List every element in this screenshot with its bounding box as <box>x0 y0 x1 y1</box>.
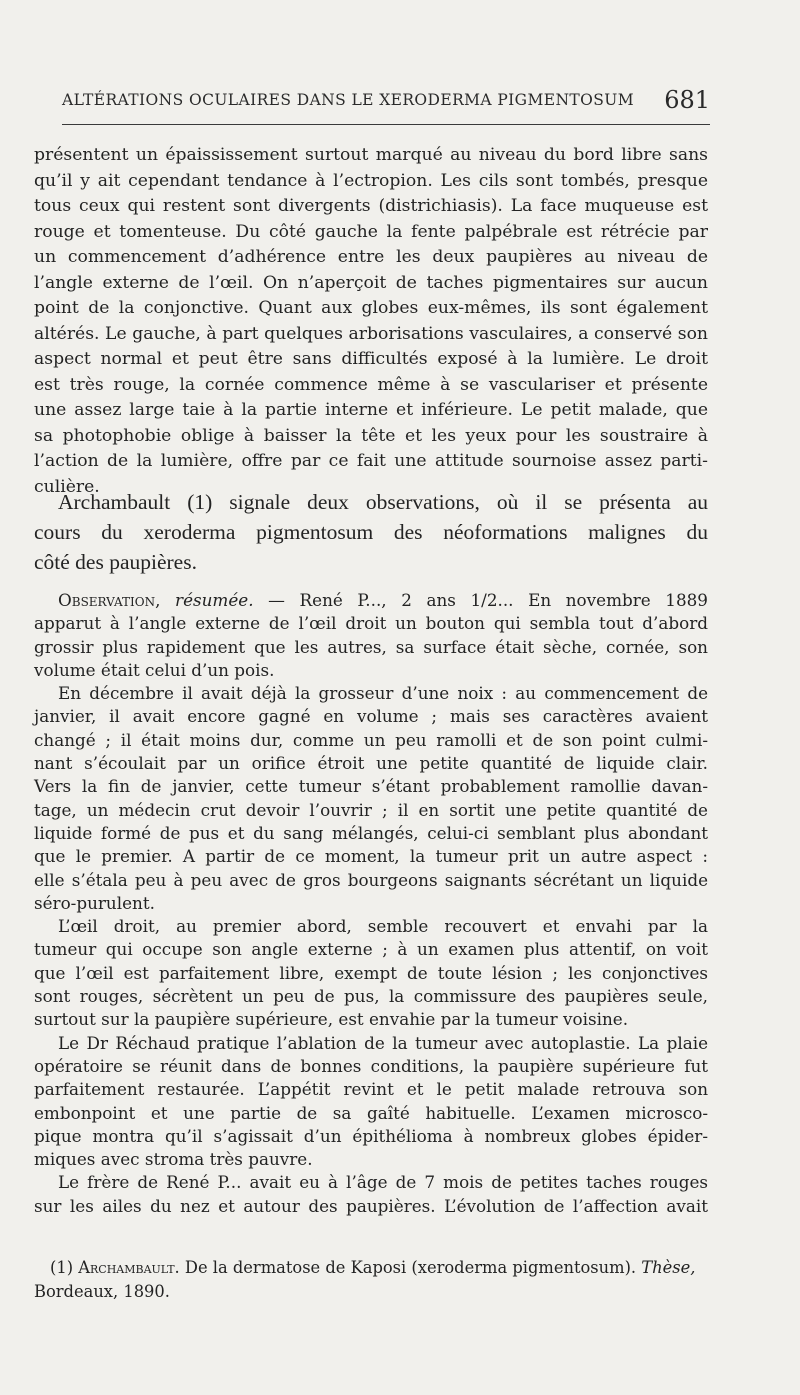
text-line: miques avec stroma très pauvre. <box>34 1149 313 1170</box>
text-line: séro-purulent. <box>34 892 155 913</box>
text-line: changé ; il était moins dur, comme un peu ramolli et de son point culmi- <box>34 729 708 750</box>
text-line: embonpoint et une partie de sa gaîté habituelle. L’examen microsco- <box>34 1102 708 1123</box>
observation-heading-rest: — René P..., 2 ans 1/2... En novembre 1889 <box>253 590 708 610</box>
text-line: rouge et tomenteuse. Du côté gauche la fente palpébrale est rétrécie par <box>34 221 708 242</box>
footnote-line: Bordeaux, 1890. <box>34 1282 170 1301</box>
text-line: aspect normal et peut être sans difficultés exposé à la lumière. Le droit <box>34 349 708 369</box>
text-line: tage, un médecin crut devoir l’ouvrir ; il en sortit une petite quantité de <box>34 799 708 820</box>
observation-qualifier: résumée. <box>175 590 254 610</box>
text-line: janvier, il avait encore gagné en volume ; mais ses caractères avaient <box>34 706 708 727</box>
text-line: altérés. Le gauche, à part quelques arborisations vasculaires, a conservé son <box>34 323 708 344</box>
text-line: qu’il y ait cependant tendance à l’ectropion. Les cils sont tombés, presque <box>34 170 708 191</box>
text-line: culière. <box>34 476 100 497</box>
text-line: liquide formé de pus et du sang mélangés, celui-ci semblant plus abondant <box>34 822 708 843</box>
text-line: En décembre il avait déjà la grosseur d’une noix : au commencement de <box>58 683 708 704</box>
running-head <box>62 86 710 116</box>
text-line: grossir plus rapidement que les autres, sa surface était sèche, cornée, son <box>34 636 708 657</box>
text-line: point de la conjonctive. Quant aux globes eux-mêmes, ils sont également <box>34 298 708 318</box>
page-number: 681 <box>664 86 710 114</box>
text-line: est très rouge, la cornée commence même à se vasculariser et présente <box>34 374 708 395</box>
text-line: l’angle externe de l’œil. On n’aperçoit de taches pigmentaires sur aucun <box>34 272 708 293</box>
text-line: opératoire se réunit dans de bonnes conditions, la paupière supérieure fut <box>34 1055 708 1076</box>
text-line: tous ceux qui restent sont divergents (districhiasis). La face muqueuse est <box>34 196 708 216</box>
footnote-marker: (1) <box>50 1258 74 1277</box>
text-line: Le Dr Réchaud pratique l’ablation de la tumeur avec autoplastie. La plaie <box>58 1032 708 1053</box>
text-line: apparut à l’angle externe de l’œil droit un bouton qui sembla tout d’abord <box>34 613 708 634</box>
text-line: présentent un épaississement surtout marqué au niveau du bord libre sans <box>34 145 708 165</box>
text-line: un commencement d’adhérence entre les deux paupières au niveau de <box>34 247 708 267</box>
footnote-thesis: Thèse, <box>641 1258 696 1277</box>
footnote-text: De la dermatose de Kaposi (xeroderma pigmentosum). <box>179 1258 642 1277</box>
text-line: volume était celui d’un pois. <box>34 659 275 680</box>
text-line: elle s’étala peu à peu avec de gros bourgeons saignants sécrétant un liquide <box>34 869 708 890</box>
text-line: parfaitement restaurée. L’appétit revint et le petit malade retrouva son <box>34 1079 708 1100</box>
running-title: ALTÉRATIONS OCULAIRES DANS LE XERODERMA PIGMENTOSUM <box>62 91 635 109</box>
text-line: L’œil droit, au premier abord, semble recouvert et envahi par la <box>58 916 708 937</box>
text-line: Le frère de René P... avait eu à l’âge de 7 mois de petites taches rouges <box>58 1172 708 1193</box>
text-line: l’action de la lumière, offre par ce fait une attitude sournoise assez parti- <box>34 451 708 471</box>
text-line: une assez large taie à la partie interne et inférieure. Le petit malade, que <box>34 400 708 420</box>
text-line: que l’œil est parfaitement libre, exempt de toute lésion ; les conjonctives <box>34 962 708 983</box>
observation <box>34 589 708 1218</box>
text-line: côté des paupières. <box>34 550 197 574</box>
footnote-author: Archambault. <box>78 1258 180 1277</box>
text-line: pique montra qu’il s’agissait d’un épithélioma à nombreux globes épider- <box>34 1125 708 1146</box>
text-line: Archambault (1) signale deux observations, où il se présenta au <box>58 490 708 514</box>
header-rule <box>62 124 710 125</box>
text-line: nant s’écoulait par un orifice étroit une petite quantité de liquide clair. <box>34 753 708 774</box>
paragraph-1 <box>34 143 708 500</box>
text-line: que le premier. A partir de ce moment, la tumeur prit un autre aspect : <box>34 846 708 867</box>
text-line: cours du xeroderma pigmentosum des néoformations malignes du <box>34 520 708 544</box>
observation-label: Observation, <box>58 590 161 610</box>
text-line: tumeur qui occupe son angle externe ; à un examen plus attentif, on voit <box>34 939 708 960</box>
text-line: sa photophobie oblige à baisser la tête et les yeux pour les soustraire à <box>34 425 708 446</box>
footnote <box>34 1256 708 1304</box>
paragraph-2 <box>34 487 708 577</box>
text-line: surtout sur la paupière supérieure, est envahie par la tumeur voisine. <box>34 1009 629 1030</box>
text-line: sont rouges, sécrètent un peu de pus, la commissure des paupières seule, <box>34 986 708 1007</box>
text-line: sur les ailes du nez et autour des paupières. L’évolution de l’affection avait <box>34 1195 708 1216</box>
observation-heading-line <box>34 589 708 612</box>
footnote-line <box>34 1256 708 1280</box>
text-line: Vers la fin de janvier, cette tumeur s’étant probablement ramollie davan- <box>34 776 708 797</box>
